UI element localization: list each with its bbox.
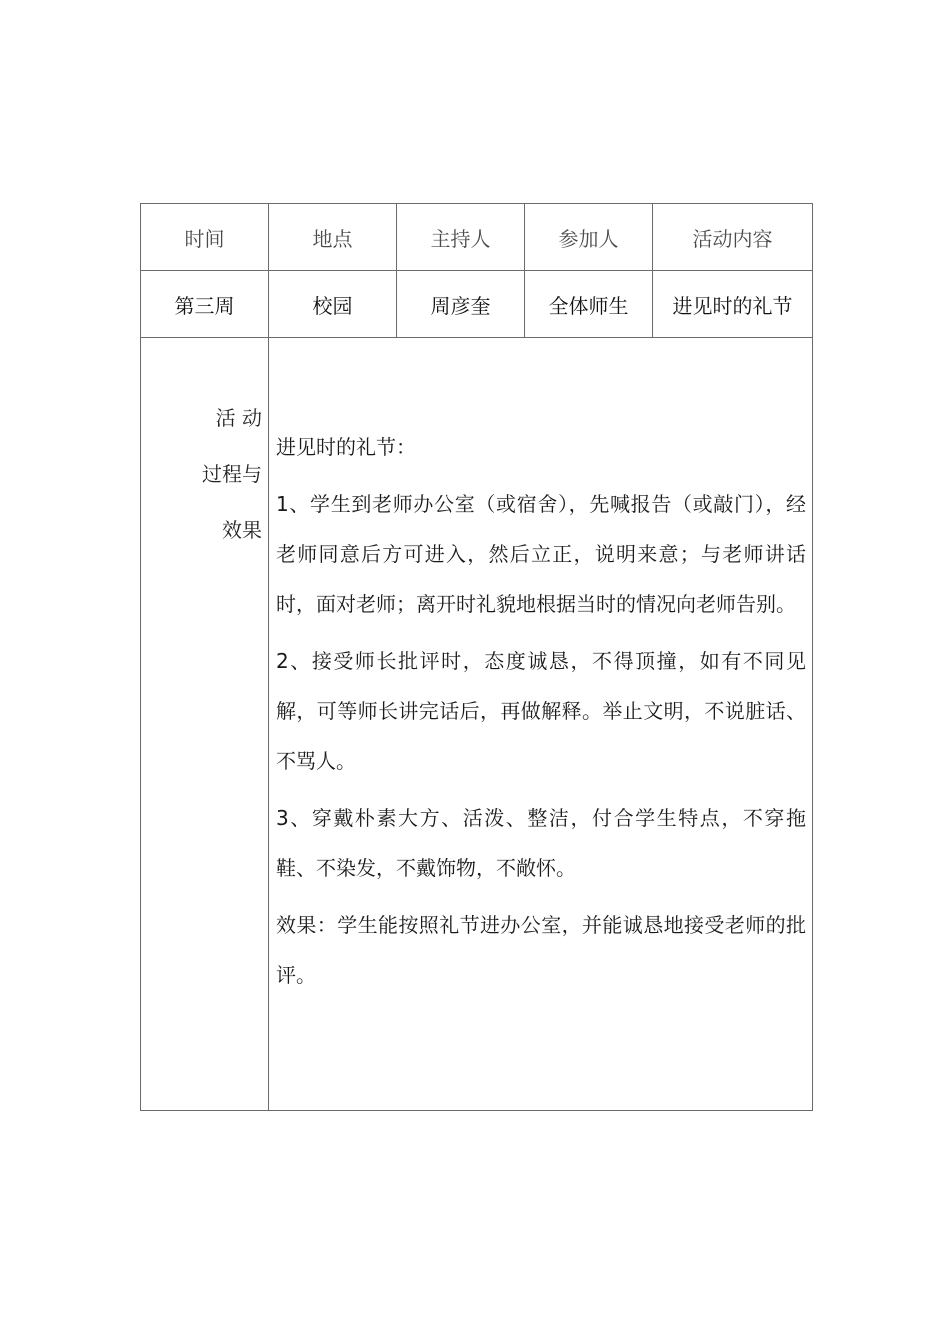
activity-record-table: [140, 203, 813, 1111]
process-content-cell: [269, 338, 813, 1111]
value-time: 第三周: [141, 271, 269, 338]
value-participants: 全体师生: [525, 271, 653, 338]
content-heading: 进见时的礼节：: [276, 435, 416, 459]
process-content: [269, 338, 812, 1000]
header-location: 地点: [269, 204, 397, 271]
value-location: 校园: [269, 271, 397, 338]
content-paragraph: 3、穿戴朴素大方、活泼、整洁，付合学生特点，不穿拖鞋、不染发，不戴饰物，不敞怀。: [276, 806, 806, 880]
header-participants: 参加人: [525, 204, 653, 271]
content-effect: 效果：学生能按照礼节进办公室，并能诚恳地接受老师的批评。: [276, 913, 806, 987]
process-label-line: 过程与: [202, 462, 262, 486]
header-time: 时间: [141, 204, 269, 271]
header-activity-content: 活动内容: [653, 204, 813, 271]
process-label-cell: [141, 338, 269, 1111]
value-host: 周彦奎: [397, 271, 525, 338]
content-paragraph: 2、接受师长批评时，态度诚恳，不得顶撞，如有不同见解，可等师长讲完话后，再做解释。举止文明，不说脏话、不骂人。: [276, 649, 806, 773]
content-paragraph: 1、学生到老师办公室（或宿舍），先喊报告（或敲门），经老师同意后方可进入，然后立正，说明来意；与老师讲话时，面对老师；离开时礼貌地根据当时的情况向老师告别。: [276, 492, 806, 616]
process-label-line: 活 动: [215, 406, 262, 430]
value-row: [141, 271, 813, 338]
header-row: [141, 204, 813, 271]
process-row: [141, 338, 813, 1111]
value-activity-content: 进见时的礼节: [653, 271, 813, 338]
process-label-line: 效果: [222, 518, 262, 542]
header-host: 主持人: [397, 204, 525, 271]
process-label: [141, 338, 268, 558]
